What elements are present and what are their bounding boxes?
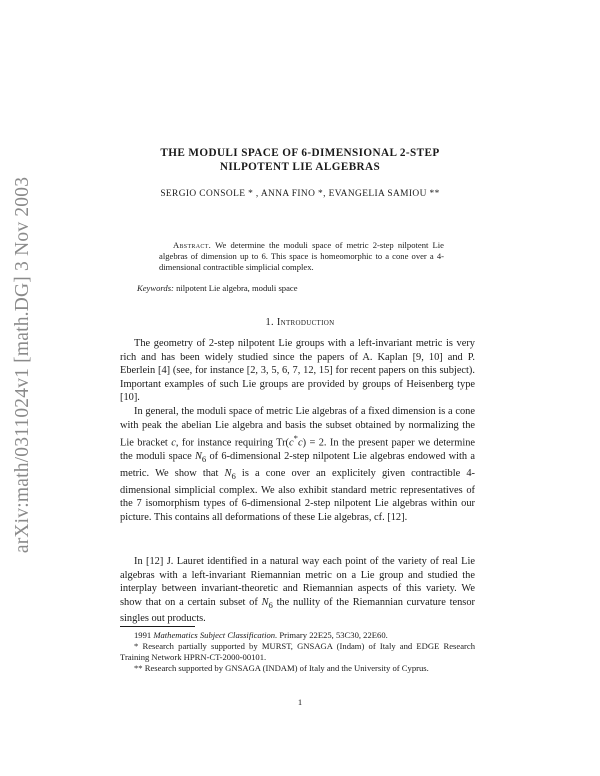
math-c-2: c: [297, 437, 303, 449]
paragraph-2-text-c: ) = 2. In the present paper we determine the moduli space: [120, 437, 476, 463]
page-number: 1: [297, 697, 303, 707]
paper-title: [100, 146, 500, 174]
paragraph-3-text-b: the nullity of the Riemannian curvature tensor singles out products.: [120, 596, 475, 625]
math-n6-c-sub: 6: [268, 599, 273, 610]
math-n6-b: N: [224, 467, 232, 479]
paragraph-2-text-e: is a cone over an explicitely given contractible 4-dimensional simplicial complex. We also exhibit standard metric representatives of the 7 isomorphism types of 6-dimensional 2-step nilpotent Lie algebras within our picture. This contains all deformations of these Lie algebras, cf. [12].: [120, 467, 475, 523]
paragraph-3: [120, 555, 475, 626]
abstract: [159, 240, 444, 273]
arxiv-sidebar: [4, 150, 42, 580]
footnote-research-2-text: ** Research supported by GNSAGA (INDAM) of Italy and the University of Cyprus.: [134, 663, 429, 673]
footnote-year: 1991: [134, 630, 152, 640]
footnote-rule: [120, 626, 195, 627]
abstract-label: Abstract.: [173, 240, 212, 250]
footnote-codes: Primary 22E25, 53C30, 22E60.: [279, 630, 388, 640]
section-heading: [100, 317, 500, 328]
math-n6-b-sub: 6: [231, 471, 236, 481]
paragraph-2-text-b: , for instance requiring Tr(: [175, 437, 290, 449]
paragraph-1-text: The geometry of 2-step nilpotent Lie groups with a left-invariant metric is very rich and has been widely studied since the papers of A. Kaplan [9, 10] and P. Eberlein [4] (see, for instance [2, 3, 5, 6, 7, 12, 15] for recent papers on this subject). Important examples of such Lie groups are provided by groups of Heisenberg type [10].: [120, 338, 475, 404]
section-number: 1.: [265, 317, 274, 328]
math-n6-c: N: [261, 596, 269, 608]
math-c-star: c: [289, 437, 294, 449]
footnote-research-1-text: * Research partially supported by MURST, GNSAGA (Indam) of Italy and EDGE Research Training Network HPRN-CT-2000-00101.: [120, 641, 475, 662]
title-line-1: THE MODULI SPACE OF 6-DIMENSIONAL 2-STEP: [160, 147, 440, 159]
arxiv-identifier: arXiv:math/0311024v1 [math.DG] 3 Nov 2003: [12, 176, 33, 554]
math-c: c: [171, 437, 176, 449]
section-title: Introduction: [276, 317, 335, 328]
footnote-research-1: [120, 641, 475, 663]
paragraph-2: [120, 405, 475, 524]
paragraph-2-text-a: In general, the moduli space of metric Lie algebras of a fixed dimension is a cone with peak the abelian Lie algebra and basis the subset obtained by normalizing the Lie bracket: [120, 406, 475, 449]
footnote-classification: [120, 630, 475, 641]
paragraph-2-text-d: of 6-dimensional 2-step nilpotent Lie algebras endowed with a metric. We show that: [120, 451, 475, 479]
paragraph-3-text-a: In [12] J. Lauret identified in a natural way each point of the variety of real Lie algebras with a left-invariant Riemannian metric on a Lie group and studied the interplay between invariant-theoretic and Riemannian aspects of this variety. We show that on a certain subset of: [120, 556, 475, 608]
footnote-class-label: Mathematics Subject Classification.: [153, 630, 278, 640]
math-n6-a-sub: 6: [201, 454, 207, 465]
footnotes: [120, 630, 475, 674]
abstract-text: We determine the moduli space of metric 2-step nilpotent Lie algebras of dimension up to 6. This space is homeomorphic to a cone over a 4-dimensional contractible simplicial complex.: [159, 240, 444, 272]
math-n6-a: N: [194, 451, 202, 463]
title-line-2: NILPOTENT LIE ALGEBRAS: [219, 161, 381, 173]
math-star: *: [293, 433, 298, 444]
keywords-label: Keywords:: [137, 283, 174, 293]
paragraph-1: [120, 337, 475, 405]
footnote-research-2: [120, 663, 475, 674]
author-list: SERGIO CONSOLE * , ANNA FINO *, EVANGELIA SAMIOU **: [160, 189, 440, 199]
keywords: [137, 283, 298, 293]
keywords-text: nilpotent Lie algebra, moduli space: [176, 283, 298, 293]
